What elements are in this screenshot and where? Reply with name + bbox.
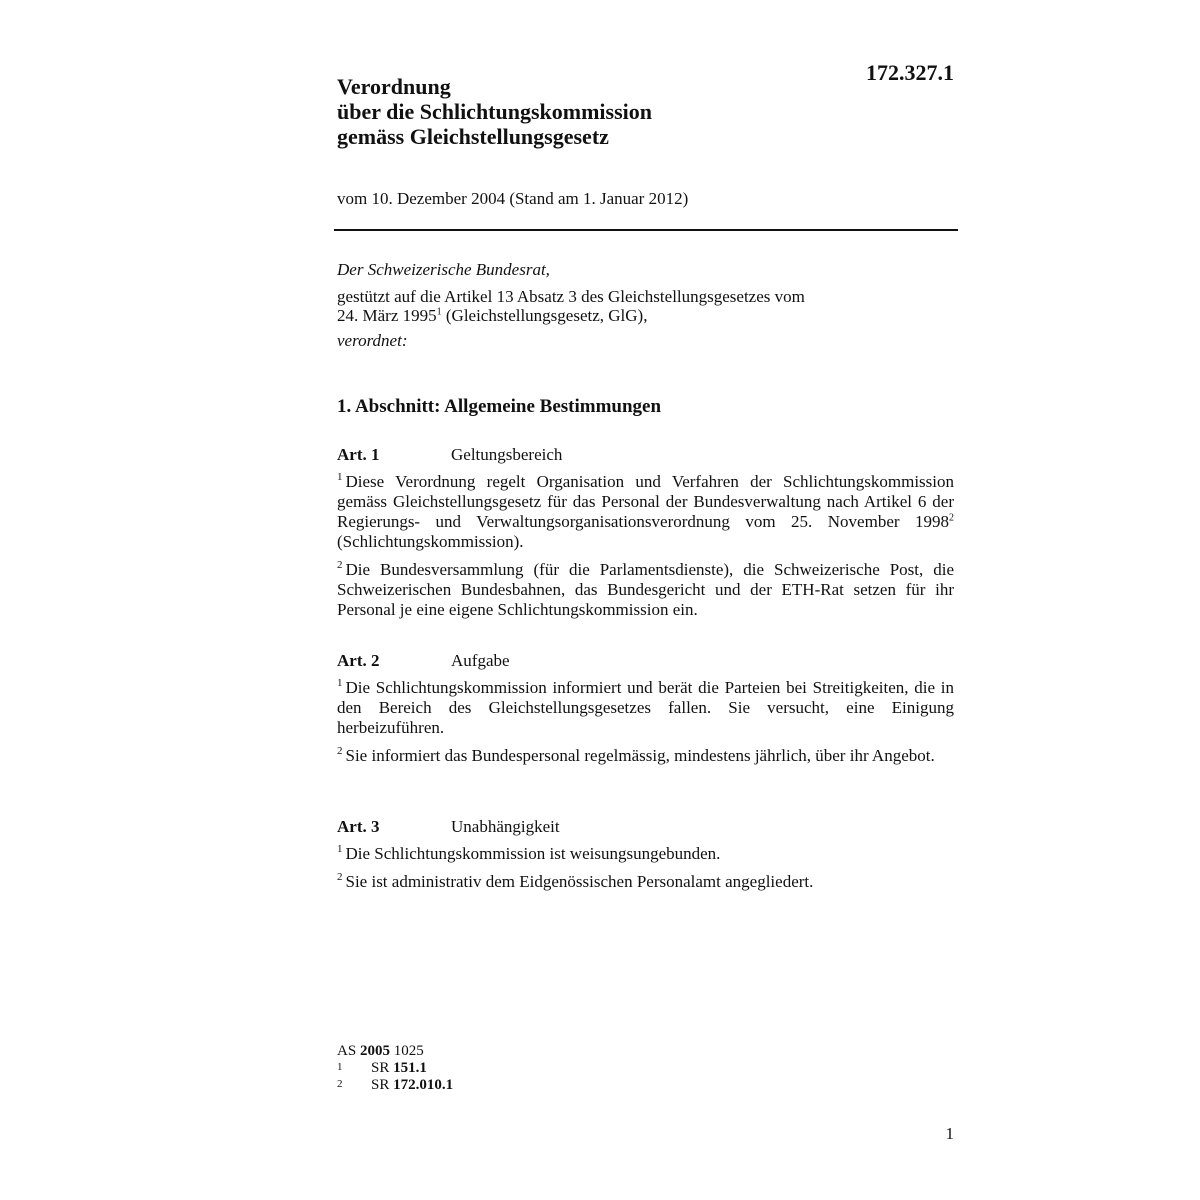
- article-3-header: [337, 817, 954, 837]
- footnote-2: [337, 1077, 453, 1094]
- article-2-header: [337, 651, 954, 671]
- paragraph-number: 2: [337, 745, 343, 758]
- article-1-number: Art. 1: [337, 445, 380, 464]
- section-heading: 1. Abschnitt: Allgemeine Bestimmungen: [337, 396, 662, 417]
- date-line: vom 10. Dezember 2004 (Stand am 1. Januar 2012): [337, 189, 689, 208]
- article-1: [337, 445, 954, 628]
- footnotes: [337, 1043, 453, 1094]
- paragraph-text: Die Bundesversammlung (für die Parlamentsdienste), die Schweizerische Post, die Schweizerischen Bundesbahnen, das Bundesgericht und der ETH-Rat setzen für ihr Personal je eine eigene Schlichtungskommission ein.: [337, 560, 954, 619]
- paragraph-text: Diese Verordnung regelt Organisation und Verfahren der Schlichtungskommission gemäss Gleichstellungsgesetz für das Personal der Bundesverwaltung nach Artikel 6 der Regierungs- und Verwaltungsorganisationsverordnung vom 25. November 1998: [337, 472, 954, 531]
- title-line-3: gemäss Gleichstellungsgesetz: [337, 124, 609, 149]
- footnote-mark: 2: [337, 1078, 343, 1090]
- footnote-ref[interactable]: 151.1: [393, 1060, 427, 1076]
- as-year: 2005: [359, 1043, 390, 1059]
- article-3-paragraph-1: [337, 844, 954, 864]
- preamble-verb: verordnet:: [337, 331, 408, 350]
- footnote-ref[interactable]: 172.010.1: [393, 1077, 454, 1093]
- footnote-1: [337, 1060, 453, 1077]
- article-2-title: Aufgabe: [451, 651, 510, 670]
- footnote-mark: 1: [337, 1061, 343, 1073]
- paragraph-number: 1: [337, 677, 343, 690]
- paragraph-text: Die Schlichtungskommission ist weisungsungebunden.: [345, 844, 721, 863]
- as-page: 1025: [393, 1043, 424, 1059]
- paragraph-text: Die Schlichtungskommission informiert und berät die Parteien bei Streitigkeiten, die in den Bereich des Gleichstellungsgesetzes fallen. Sie versucht, eine Einigung herbeizuführen.: [337, 678, 954, 737]
- article-2-paragraph-1: [337, 678, 954, 738]
- article-1-paragraph-2: [337, 560, 954, 620]
- paragraph-number: 2: [337, 871, 343, 884]
- basis-line-2-post: (Gleichstellungsgesetz, GlG),: [441, 306, 648, 325]
- article-2: [337, 651, 954, 774]
- article-3: [337, 817, 954, 900]
- header-divider: [334, 229, 958, 231]
- as-prefix: AS: [337, 1043, 357, 1059]
- article-3-title: Unabhängigkeit: [451, 817, 560, 836]
- paragraph-number: 2: [337, 559, 343, 572]
- paragraph-text: Sie ist administrativ dem Eidgenössischen Personalamt angegliedert.: [345, 872, 814, 891]
- page-number: 1: [945, 1124, 954, 1143]
- paragraph-text: Sie informiert das Bundespersonal regelmässig, mindestens jährlich, über ihr Angebot.: [345, 746, 935, 765]
- document-title: [337, 74, 857, 149]
- article-2-paragraph-2: [337, 746, 954, 766]
- paragraph-text-tail: (Schlichtungskommission).: [337, 532, 524, 551]
- preamble: [337, 260, 897, 350]
- paragraph-number: 1: [337, 471, 343, 484]
- footnote-prefix: SR: [371, 1060, 390, 1076]
- footnote-ref-2[interactable]: 2: [949, 512, 954, 524]
- basis-line-1: gestützt auf die Artikel 13 Absatz 3 des Gleichstellungsgesetzes vom: [337, 287, 805, 306]
- title-line-2: über die Schlichtungskommission: [337, 99, 653, 124]
- footnote-prefix: SR: [371, 1077, 390, 1093]
- title-line-1: Verordnung: [337, 74, 451, 99]
- article-1-title: Geltungsbereich: [451, 445, 563, 464]
- article-1-paragraph-1: [337, 472, 954, 552]
- basis-line-2-pre: 24. März 1995: [337, 306, 437, 325]
- paragraph-number: 1: [337, 843, 343, 856]
- as-reference: [337, 1043, 453, 1060]
- article-1-header: [337, 445, 954, 465]
- sr-number: 172.327.1: [866, 60, 954, 85]
- article-3-paragraph-2: [337, 872, 954, 892]
- article-2-number: Art. 2: [337, 651, 380, 670]
- preamble-authority: Der Schweizerische Bundesrat,: [337, 260, 550, 279]
- preamble-basis: [337, 287, 897, 325]
- footnote-ref-1[interactable]: 1: [436, 306, 442, 318]
- article-3-number: Art. 3: [337, 817, 380, 836]
